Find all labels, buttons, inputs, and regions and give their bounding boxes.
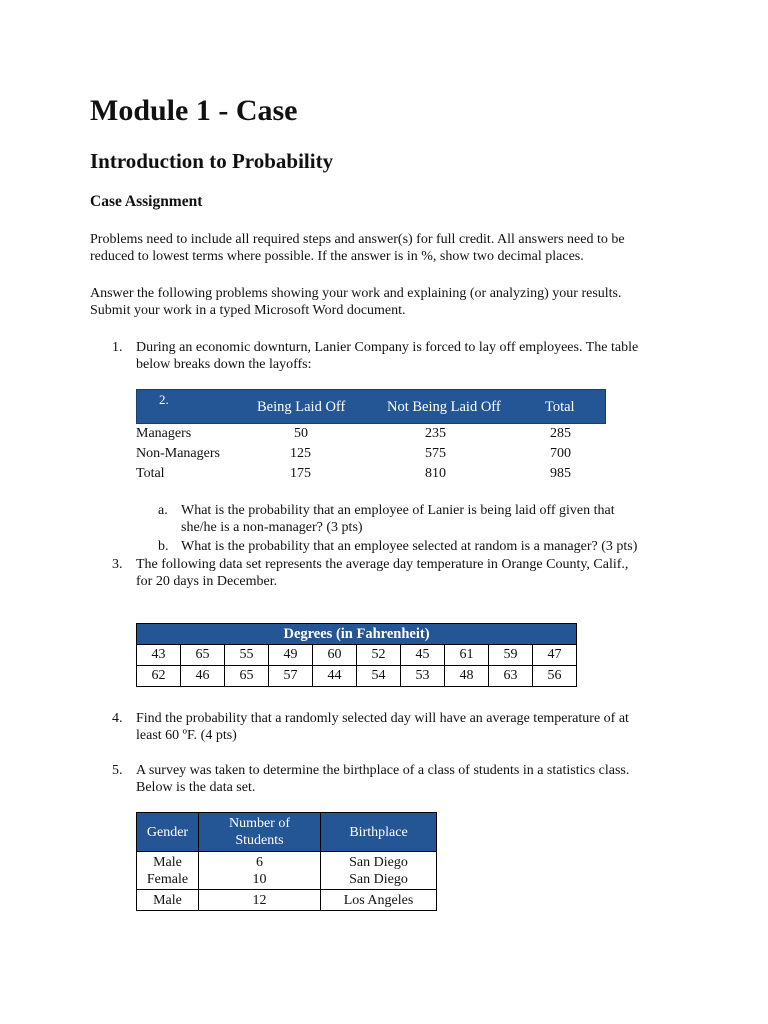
- header-total: Total: [545, 399, 575, 415]
- temperature-cell: 60: [313, 645, 357, 666]
- temperature-table: [136, 623, 577, 687]
- table-row: [137, 645, 577, 666]
- header-birthplace: Birthplace: [321, 813, 437, 852]
- birthplace-cell: Los Angeles: [321, 890, 437, 911]
- gender-cell: Male: [137, 890, 199, 911]
- question-1-line-2: below breaks down the layoffs:: [136, 357, 312, 372]
- question-1-text: [136, 339, 696, 373]
- question-4-line-2: least 60 ºF. (4 pts): [136, 728, 237, 743]
- header-number-of-students: [199, 813, 321, 852]
- cell-value: 50: [294, 426, 308, 441]
- table-row: [137, 852, 437, 890]
- question-a-letter: a.: [158, 503, 168, 518]
- birthplace-value: San Diego: [349, 854, 408, 870]
- instructions-line-2: reduced to lowest terms where possible. If the answer is in %, show two decimal places.: [90, 249, 584, 264]
- question-a-text: [181, 502, 701, 536]
- question-1-number: 1.: [112, 340, 123, 355]
- gender-value: Male: [153, 854, 182, 870]
- instructions-line-1: Problems need to include all required steps and answer(s) for full credit. All answers need to be: [90, 232, 625, 247]
- cell-value: 235: [425, 426, 446, 441]
- question-b-text: [181, 538, 701, 555]
- question-a-line-2: she/he is a non-manager? (3 pts): [181, 520, 363, 535]
- question-5-line-1: A survey was taken to determine the birthplace of a class of students in a statistics class.: [136, 763, 630, 778]
- count-cell: [199, 852, 321, 890]
- temperature-cell: 56: [533, 666, 577, 687]
- question-4-line-1: Find the probability that a randomly selected day will have an average temperature of at: [136, 711, 629, 726]
- count-value: 10: [252, 871, 267, 887]
- cell-value: 125: [290, 446, 311, 461]
- temperature-table-header-row: [137, 624, 577, 645]
- question-1-line-1: During an economic downturn, Lanier Company is forced to lay off employees. The table: [136, 340, 639, 355]
- temperature-cell: 53: [401, 666, 445, 687]
- temperature-cell: 65: [225, 666, 269, 687]
- temperature-cell: 44: [313, 666, 357, 687]
- temperature-cell: 48: [445, 666, 489, 687]
- question-4-number: 4.: [112, 711, 123, 726]
- question-3-text: [136, 556, 696, 590]
- gender-cell: [137, 852, 199, 890]
- row-label: Managers: [136, 426, 192, 441]
- gender-value: Female: [146, 871, 189, 887]
- temperature-cell: 55: [225, 645, 269, 666]
- header-not-being-laid-off: Not Being Laid Off: [387, 399, 501, 415]
- page-title: Module 1 - Case: [90, 94, 298, 127]
- header-gender: Gender: [137, 813, 199, 852]
- header-students-line-1: Number of: [228, 816, 291, 831]
- question-3-number: 3.: [112, 557, 123, 572]
- cell-value: 575: [425, 446, 446, 461]
- temperature-cell: 49: [269, 645, 313, 666]
- count-cell: 12: [199, 890, 321, 911]
- question-b-letter: b.: [158, 539, 169, 554]
- section-heading: Case Assignment: [90, 193, 203, 210]
- cell-value: 175: [290, 466, 311, 481]
- count-value: 6: [256, 854, 263, 870]
- question-3-line-2: for 20 days in December.: [136, 574, 278, 589]
- question-b-line-1: What is the probability that an employee selected at random is a manager? (3 pts): [181, 539, 638, 554]
- temperature-cell: 43: [137, 645, 181, 666]
- question-5-number: 5.: [112, 763, 123, 778]
- row-label: Total: [136, 466, 165, 481]
- temperature-cell: 45: [401, 645, 445, 666]
- table-row: [137, 666, 577, 687]
- temperature-table-header: Degrees (in Fahrenheit): [137, 624, 577, 645]
- birthplace-value: San Diego: [349, 871, 408, 887]
- layoff-table-corner: 2.: [159, 392, 169, 407]
- temperature-cell: 63: [489, 666, 533, 687]
- temperature-cell: 52: [357, 645, 401, 666]
- temperature-cell: 61: [445, 645, 489, 666]
- question-5-line-2: Below is the data set.: [136, 780, 256, 795]
- submission-line-1: Answer the following problems showing your work and explaining (or analyzing) your results.: [90, 286, 622, 301]
- temperature-cell: 46: [181, 666, 225, 687]
- temperature-cell: 57: [269, 666, 313, 687]
- birthplace-table-header-row: [137, 813, 437, 852]
- cell-value: 700: [550, 446, 571, 461]
- birthplace-table: [136, 812, 437, 911]
- temperature-cell: 65: [181, 645, 225, 666]
- question-3-line-1: The following data set represents the average day temperature in Orange County, Calif.,: [136, 557, 629, 572]
- question-5-text: [136, 762, 696, 796]
- header-being-laid-off: Being Laid Off: [257, 399, 346, 415]
- temperature-cell: 62: [137, 666, 181, 687]
- temperature-cell: 54: [357, 666, 401, 687]
- cell-value: 810: [425, 466, 446, 481]
- instructions-paragraph: [90, 231, 690, 265]
- cell-value: 985: [550, 466, 571, 481]
- submission-paragraph: [90, 285, 690, 319]
- temperature-cell: 47: [533, 645, 577, 666]
- question-a-line-1: What is the probability that an employee of Lanier is being laid off given that: [181, 503, 615, 518]
- header-students-line-2: Students: [235, 833, 284, 848]
- page-subtitle: Introduction to Probability: [90, 149, 334, 173]
- cell-value: 285: [550, 426, 571, 441]
- question-4-text: [136, 710, 696, 744]
- table-row: [137, 890, 437, 911]
- birthplace-cell: [321, 852, 437, 890]
- temperature-cell: 59: [489, 645, 533, 666]
- submission-line-2: Submit your work in a typed Microsoft Word document.: [90, 303, 406, 318]
- layoff-table-header: [136, 389, 606, 424]
- row-label: Non-Managers: [136, 446, 220, 461]
